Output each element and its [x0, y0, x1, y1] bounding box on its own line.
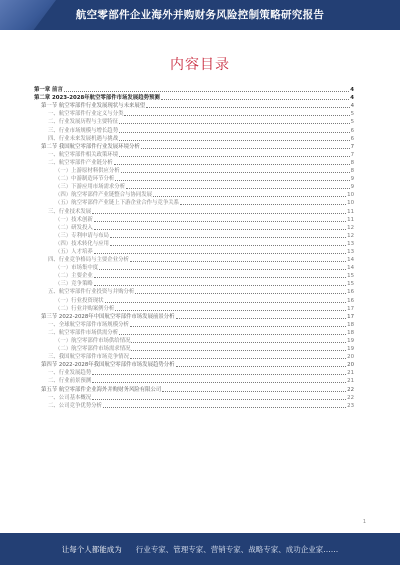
toc-entry-label: （一）航空零部件市场供给情况 [55, 338, 131, 344]
toc-entry-label: （二）航空零部件市场需求情况 [55, 346, 131, 353]
toc-entry[interactable] [34, 94, 354, 102]
toc-entry-page: 19 [347, 338, 354, 344]
toc-leader-dots [103, 406, 346, 408]
toc-entry-label: （二）主要企业 [55, 273, 93, 280]
toc-entry-label: 二、公司竞争优势分析 [48, 402, 102, 409]
toc-leader-dots [131, 349, 346, 351]
toc-entry-page: 7 [350, 151, 354, 158]
toc-entry-page: 15 [347, 273, 354, 280]
toc-entry[interactable] [34, 337, 354, 345]
toc-leader-dots [110, 244, 346, 246]
toc-entry[interactable] [34, 191, 354, 199]
toc-entry[interactable] [34, 159, 354, 167]
toc-entry[interactable] [34, 280, 354, 288]
toc-leader-dots [94, 220, 346, 222]
toc-leader-dots [135, 292, 346, 294]
toc-entry-label: （三）竞争策略 [55, 281, 93, 288]
toc-entry-label: 一、航空零部件相关政策环境 [48, 151, 119, 158]
toc-entry-label: 四、行业竞争格局与主要企业分析 [48, 257, 129, 264]
toc-entry[interactable] [34, 224, 354, 232]
toc-entry-page: 9 [350, 184, 354, 191]
toc-entry-page: 4 [350, 87, 354, 94]
toc-entry-label: 二、航空零部件产业链分析 [48, 159, 113, 166]
toc-entry-label: 第三节 2022-2028年中国航空零部件市场发展前景分析 [41, 313, 175, 320]
toc-entry-label: 一、公司基本概况 [48, 394, 92, 401]
toc-leader-dots [119, 155, 349, 157]
toc-entry[interactable] [34, 207, 354, 215]
toc-entry-page: 8 [350, 168, 354, 175]
toc-entry-page: 6 [350, 135, 354, 142]
toc-leader-dots [92, 381, 346, 383]
toc-leader-dots [121, 171, 350, 173]
toc-leader-dots [92, 212, 346, 214]
toc-entry-page: 4 [350, 103, 354, 110]
toc-entry-label: 二、行业发展历程与主要特征 [48, 119, 119, 126]
toc-leader-dots [94, 284, 346, 286]
toc-entry[interactable] [34, 256, 354, 264]
toc-entry-label: 三、我国航空零部件市场竞争情况 [48, 354, 129, 361]
toc-entry-label: 第一节 航空零部件行业发展现状与未来展望 [41, 103, 146, 110]
toc-entry-page: 4 [350, 95, 354, 102]
footer-lead-text: 让每个人都能成为 [61, 544, 122, 554]
toc-entry[interactable] [34, 321, 354, 329]
toc-entry-page: 5 [350, 111, 354, 118]
toc-entry-page: 22 [347, 394, 354, 401]
toc-entry[interactable] [34, 118, 354, 126]
toc-entry-page: 14 [347, 265, 354, 272]
toc-entry-label: 第五节 航空零部件企业海外并购财务风险有限公司 [41, 386, 162, 393]
toc-entry-label: 一、航空零部件行业定义与分类 [48, 111, 124, 118]
toc-entry-page: 17 [347, 313, 354, 320]
toc-entry[interactable] [34, 143, 354, 151]
toc-leader-dots [176, 365, 347, 367]
toc-entry-label: 第二章 2023-2028年航空零部件市场发展趋势预测 [34, 95, 160, 102]
toc-entry-page: 6 [350, 127, 354, 134]
toc-leader-dots [176, 317, 347, 319]
toc-entry-label: （一）技术创新 [55, 216, 93, 223]
toc-entry-label: 一、全球航空零部件市场规模分析 [48, 321, 129, 328]
toc-leader-dots [94, 228, 346, 230]
toc-entry-label: （二）中游制造环节分析 [55, 176, 115, 183]
toc-entry-page: 13 [347, 248, 354, 255]
toc-entry-page: 7 [350, 143, 354, 150]
toc-entry-page: 19 [347, 346, 354, 353]
toc-leader-dots [141, 147, 350, 149]
toc-leader-dots [64, 90, 349, 92]
toc-entry-label: 四、行业未来发展机遇与挑战 [48, 135, 119, 142]
toc-entry[interactable] [34, 232, 354, 240]
toc-entry-page: 16 [347, 297, 354, 304]
toc-entry-label: （四）航空零部件产业链整合与协同发展 [55, 192, 153, 199]
toc-heading: 内容目录 [170, 57, 230, 73]
toc-leader-dots [115, 309, 346, 311]
toc-entry-label: 第一章 前言 [34, 87, 63, 94]
toc-entry[interactable] [34, 167, 354, 175]
toc-entry-label: 一、行业发展趋势 [48, 370, 92, 377]
toc-entry[interactable] [34, 313, 354, 321]
toc-leader-dots [119, 122, 349, 124]
toc-entry-page: 8 [350, 159, 354, 166]
toc-entry-label: （三）专利申请与布局 [55, 232, 109, 239]
toc-entry-page: 11 [347, 216, 354, 223]
toc-entry-page: 14 [347, 257, 354, 264]
toc-leader-dots [146, 106, 349, 108]
toc-entry-label: （四）技术转化与应用 [55, 240, 109, 247]
toc-entry[interactable] [34, 329, 354, 337]
toc-entry-page: 20 [347, 362, 354, 369]
toc-leader-dots [130, 357, 346, 359]
toc-leader-dots [153, 195, 346, 197]
toc-entry-label: 二、航空零部件市场供需分析 [48, 329, 119, 336]
toc-entry-page: 21 [347, 378, 354, 385]
toc-entry-page: 12 [347, 224, 354, 231]
toc-entry-page: 22 [347, 386, 354, 393]
toc-entry-label: 第二节 我国航空零部件行业发展环境分析 [41, 143, 140, 150]
toc-entry[interactable] [34, 151, 354, 159]
toc-entry[interactable] [34, 102, 354, 110]
toc-entry-page: 15 [347, 281, 354, 288]
toc-entry[interactable] [34, 353, 354, 361]
toc-leader-dots [110, 236, 346, 238]
toc-entry[interactable] [34, 216, 354, 224]
toc-entry-page: 10 [347, 200, 354, 207]
toc-entry-label: 五、航空零部件行业投资与并购分析 [48, 289, 135, 296]
footer-tail-text: 行业专家、管理专家、营销专家、战略专家、成功企业家…… [135, 544, 339, 554]
toc-entry-page: 16 [347, 289, 354, 296]
page-header [0, 0, 400, 30]
toc-leader-dots [126, 187, 349, 189]
toc-leader-dots [119, 333, 346, 335]
toc-leader-dots [94, 276, 346, 278]
toc-leader-dots [161, 98, 349, 100]
toc-entry[interactable] [34, 369, 354, 377]
toc-entry[interactable] [34, 110, 354, 118]
toc-leader-dots [119, 139, 349, 141]
toc-entry[interactable] [34, 288, 354, 296]
footer-slogan [0, 533, 400, 565]
toc-entry[interactable] [34, 296, 354, 304]
toc-entry-label: （一）上游原材料供应分析 [55, 168, 120, 175]
toc-leader-dots [114, 163, 350, 165]
toc-leader-dots [130, 260, 346, 262]
page-number: 1 [362, 519, 366, 525]
toc-entry[interactable] [34, 183, 354, 191]
toc-entry-page: 20 [347, 354, 354, 361]
toc-entry[interactable] [34, 240, 354, 248]
toc-entry-label: （五）航空零部件产业链上下游企业合作与竞争关系 [55, 200, 179, 207]
toc-entry-label: （二）研发投入 [55, 224, 93, 231]
toc-entry[interactable] [34, 345, 354, 353]
toc-entry-label: 三、行业技术发展 [48, 208, 92, 215]
toc-entry-label: 二、行业前景预测 [48, 378, 92, 385]
toc-entry-page: 12 [347, 232, 354, 239]
toc-entry[interactable] [34, 199, 354, 207]
toc-entry-label: （一）行业投资现状 [55, 297, 104, 304]
toc-entry-label: （一）市场集中度 [55, 265, 99, 272]
toc-entry[interactable] [34, 272, 354, 280]
toc-entry-page: 9 [350, 176, 354, 183]
toc-leader-dots [94, 252, 346, 254]
toc-leader-dots [131, 341, 346, 343]
toc-entry-page: 11 [347, 208, 354, 215]
toc-entry-page: 10 [347, 192, 354, 199]
toc-entry-label: （三）下游应用市场需求分析 [55, 184, 126, 191]
toc-entry[interactable] [34, 385, 354, 393]
toc-entry-page: 13 [347, 240, 354, 247]
toc-entry[interactable] [34, 305, 354, 313]
toc-entry[interactable] [34, 135, 354, 143]
toc-leader-dots [119, 131, 349, 133]
toc-entry-label: 第四节 2022-2028年我国航空零部件市场发展趋势分析 [41, 362, 175, 369]
toc-entry-label: （五）人才培养 [55, 248, 93, 255]
toc-entry[interactable] [34, 377, 354, 385]
toc-leader-dots [162, 390, 346, 392]
toc-entry[interactable] [34, 394, 354, 402]
toc-entry[interactable] [34, 361, 354, 369]
toc-entry-label: 三、行业市场规模与增长趋势 [48, 127, 119, 134]
table-of-contents [34, 86, 354, 410]
toc-entry-page: 18 [347, 329, 354, 336]
toc-entry-label: （二）行业并购案例分析 [55, 305, 115, 312]
toc-entry-page: 5 [350, 119, 354, 126]
toc-entry[interactable] [34, 264, 354, 272]
toc-leader-dots [105, 301, 347, 303]
toc-leader-dots [99, 268, 346, 270]
toc-leader-dots [92, 373, 346, 375]
toc-entry-page: 23 [347, 402, 354, 409]
toc-entry[interactable] [34, 126, 354, 134]
toc-entry[interactable] [34, 402, 354, 410]
toc-leader-dots [115, 179, 349, 181]
document-title: 航空零部件企业海外并购财务风险控制策略研究报告 [75, 9, 325, 21]
toc-entry-page: 17 [347, 305, 354, 312]
toc-leader-dots [124, 114, 349, 116]
toc-entry[interactable] [34, 86, 354, 94]
toc-entry-page: 21 [347, 370, 354, 377]
toc-leader-dots [92, 398, 346, 400]
toc-leader-dots [130, 325, 346, 327]
toc-entry-page: 18 [347, 321, 354, 328]
toc-leader-dots [180, 203, 346, 205]
toc-entry[interactable] [34, 175, 354, 183]
toc-entry[interactable] [34, 248, 354, 256]
